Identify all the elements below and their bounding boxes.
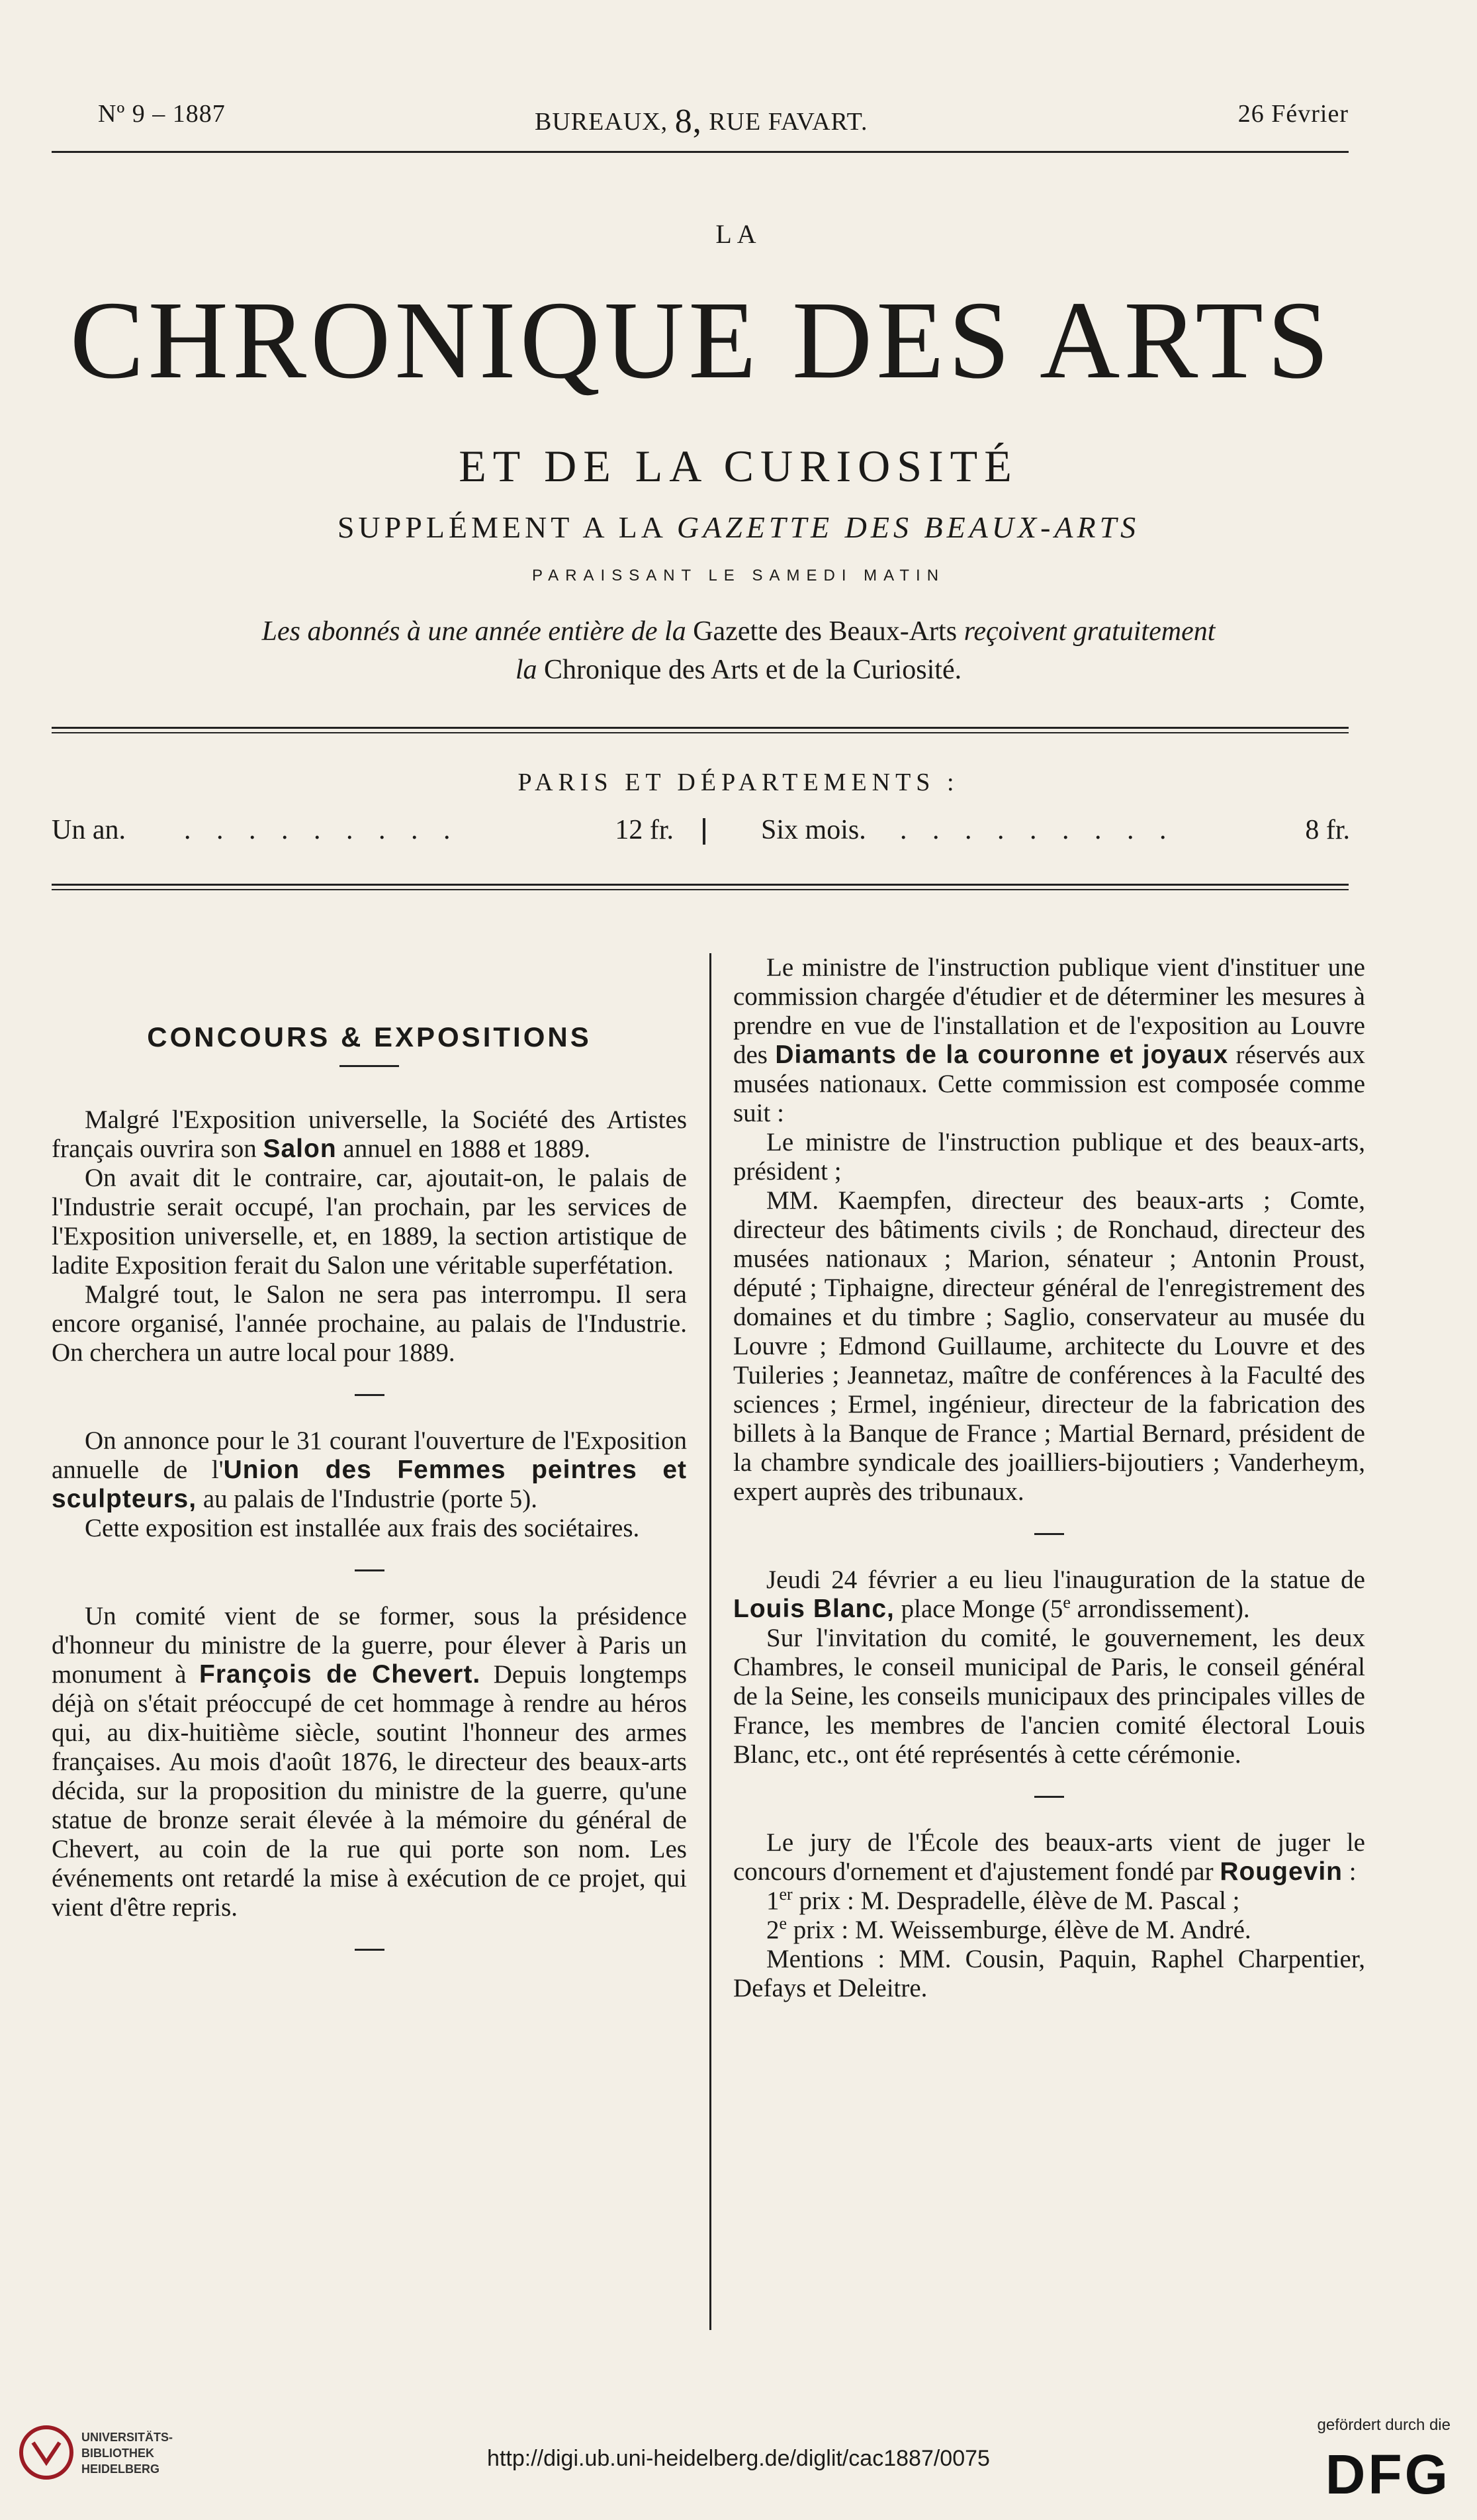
dfg-label: gefördert durch die [1317, 2416, 1451, 2434]
paragraph: Sur l'invitation du comité, le gouvernement, les deux Chambres, le conseil municipal de Paris, le conseil général de la Seine, les conseils municipaux des principales villes de France, les membres de l'ancien comité électoral Louis Blanc, etc., ont été représentés à cette cérémonie. [733, 1624, 1365, 1769]
title-article: LA [715, 219, 762, 249]
bureaux-number: 8, [674, 103, 702, 140]
svg-text:HEIDELBERG: HEIDELBERG [81, 2462, 160, 2476]
price-six-months-amount: 8 fr. [1305, 815, 1350, 845]
bureaux-address [535, 99, 868, 138]
column-divider [709, 953, 711, 2330]
separator-dash [355, 1569, 384, 1571]
right-column [733, 953, 1365, 2003]
subscription-heading: PARIS ET DÉPARTEMENTS : [517, 769, 960, 796]
paragraph: 2e prix : M. Weissemburge, élève de M. André. [766, 1914, 1251, 1944]
separator-dash [355, 1394, 384, 1396]
bureaux-prefix: BUREAUX, [535, 108, 668, 136]
supplement-prefix: SUPPLÉMENT A LA [337, 510, 666, 544]
page-title: CHRONIQUE DES ARTS [69, 279, 1333, 402]
masthead-topline [52, 99, 1349, 139]
body-rule-top-thin [52, 889, 1349, 890]
price-year-dots: . . . . . . . . . [184, 815, 460, 845]
section-heading: CONCOURS & EXPOSITIONS [147, 1021, 592, 1052]
notice-italic-3: la [515, 655, 537, 685]
svg-text:BIBLIOTHEK: BIBLIOTHEK [81, 2447, 154, 2460]
supplement-line [0, 510, 1477, 545]
price-year-label: Un an. [52, 815, 126, 845]
separator-dash [1034, 1533, 1064, 1535]
paragraph: Un comité vient de se former, sous la présidence d'honneur du ministre de la guerre, pour élever à Paris un monument à François de Chevert. Depuis longtemps déjà on s'était préoccupé de cet hommage à rendre au héros qui, au dix-huitième siècle, soutint l'honneur des armes françaises. Au mois d'août 1876, le directeur des beaux-arts décida, sur la proposition du ministre de la guerre, qu'une statue de bronze serait élevée à la mémoire du général de Chevert, au coin de la rue qui porte son nom. Les événements ont retardé la mise à exécution de ce projet, qui vient d'être repris. [52, 1602, 688, 1922]
bureaux-street: RUE FAVART. [709, 108, 868, 136]
paragraph: MM. Kaempfen, directeur des beaux-arts ; Comte, directeur des bâtiments civils ; de Ronchaud, directeur des musées nationaux ; Marion, sénateur ; Antonin Proust, député ; Tiphaigne, directeur général de l'enregistrement des domaines et du timbre ; Saglio, conservateur au musée du Louvre ; Edmond Guillaume, architecte du Louvre et des Tuileries ; Jeannetaz, maître de conférences à la Faculté des sciences ; Ermel, ingénieur, directeur de la fabrication des billets à la Banque de France ; Martial Bernard, président de la chambre syndicale des joailliers-bijoutiers ; Vanderheym, expert auprès des tribunaux. [733, 1186, 1365, 1506]
paragraph: Malgré tout, le Salon ne sera pas interrompu. Il sera encore organisé, l'année prochaine, au palais de l'Industrie. On cherchera un autre local pour 1889. [52, 1280, 687, 1367]
notice-gazette: Gazette des Beaux-Arts [693, 616, 958, 647]
separator-dash [1034, 1796, 1064, 1798]
paragraph: On avait dit le contraire, car, ajoutait-on, le palais de l'Industrie serait occupé, l'an prochain, par les services de l'Exposition universelle, et, en 1889, la section artistique de ladite Exposition ferait du Salon une véritable superfétation. [52, 1164, 687, 1280]
issue-date: 26 Février [1237, 100, 1349, 128]
notice-chronique: Chronique des Arts et de la Curiosité. [544, 655, 962, 685]
masthead-rule-top [52, 151, 1349, 153]
price-six-months-dots: . . . . . . . . . [900, 815, 1176, 845]
paragraph: Malgré l'Exposition universelle, la Société des Artistes français ouvrira son Salon annuel en 1888 et 1889. [52, 1105, 687, 1163]
masthead-rule-mid [52, 727, 1349, 729]
body-rule-top [52, 884, 1349, 886]
paragraph: Jeudi 24 février a eu lieu l'inauguration de la statue de Louis Blanc, place Monge (5e arrondissement). [733, 1565, 1365, 1623]
supplement-gazette: GAZETTE DES BEAUX-ARTS [676, 510, 1140, 544]
publication-schedule: PARAISSANT LE SAMEDI MATIN [531, 567, 946, 584]
page-subtitle: ET DE LA CURIOSITÉ [459, 441, 1018, 491]
price-six-months-label: Six mois. [761, 815, 866, 845]
paragraph: Le jury de l'École des beaux-arts vient de juger le concours d'ornement et d'ajustement fondé par Rougevin : [733, 1828, 1365, 1886]
svg-text:UNIVERSITÄTS-: UNIVERSITÄTS- [81, 2431, 173, 2444]
notice-italic-2: reçoivent gratuitement [963, 616, 1216, 647]
notice-italic-1: Les abonnés à une année entière de la [261, 616, 686, 647]
paragraph: Le ministre de l'instruction publique vient d'instituer une commission chargée d'étudier et de déterminer les mesures à prendre en vue de l'installation et de l'exposition au Louvre des Diamants de la couronne et joyaux réservés aux musées nationaux. Cette commission est composée comme suit : [733, 953, 1365, 1127]
left-column [52, 953, 687, 1981]
paragraph: 1er prix : M. Despradelle, élève de M. Pascal ; [766, 1885, 1240, 1915]
subscriber-notice [0, 612, 1477, 689]
paragraph: On annonce pour le 31 courant l'ouverture de l'Exposition annuelle de l'Union des Femmes peintres et sculpteurs, au palais de l'Industrie (porte 5). [52, 1426, 688, 1513]
paragraph: Le ministre de l'instruction publique et des beaux-arts, président ; [733, 1128, 1365, 1186]
dfg-logo: DFG [1325, 2443, 1451, 2505]
separator-dash [355, 1949, 384, 1951]
source-url[interactable]: http://digi.ub.uni-heidelberg.de/diglit/cac1887/0075 [487, 2446, 990, 2471]
masthead-rule-mid-thin [52, 732, 1349, 733]
heading-rule [339, 1065, 399, 1067]
paragraph: Cette exposition est installée aux frais des sociétaires. [85, 1514, 640, 1542]
price-year-amount: 12 fr. [615, 815, 674, 845]
paragraph: Mentions : MM. Cousin, Paquin, Raphel Charpentier, Defays et Deleitre. [733, 1945, 1365, 2002]
issue-number: Nº 9 – 1887 [98, 100, 226, 128]
price-separator [703, 818, 705, 845]
